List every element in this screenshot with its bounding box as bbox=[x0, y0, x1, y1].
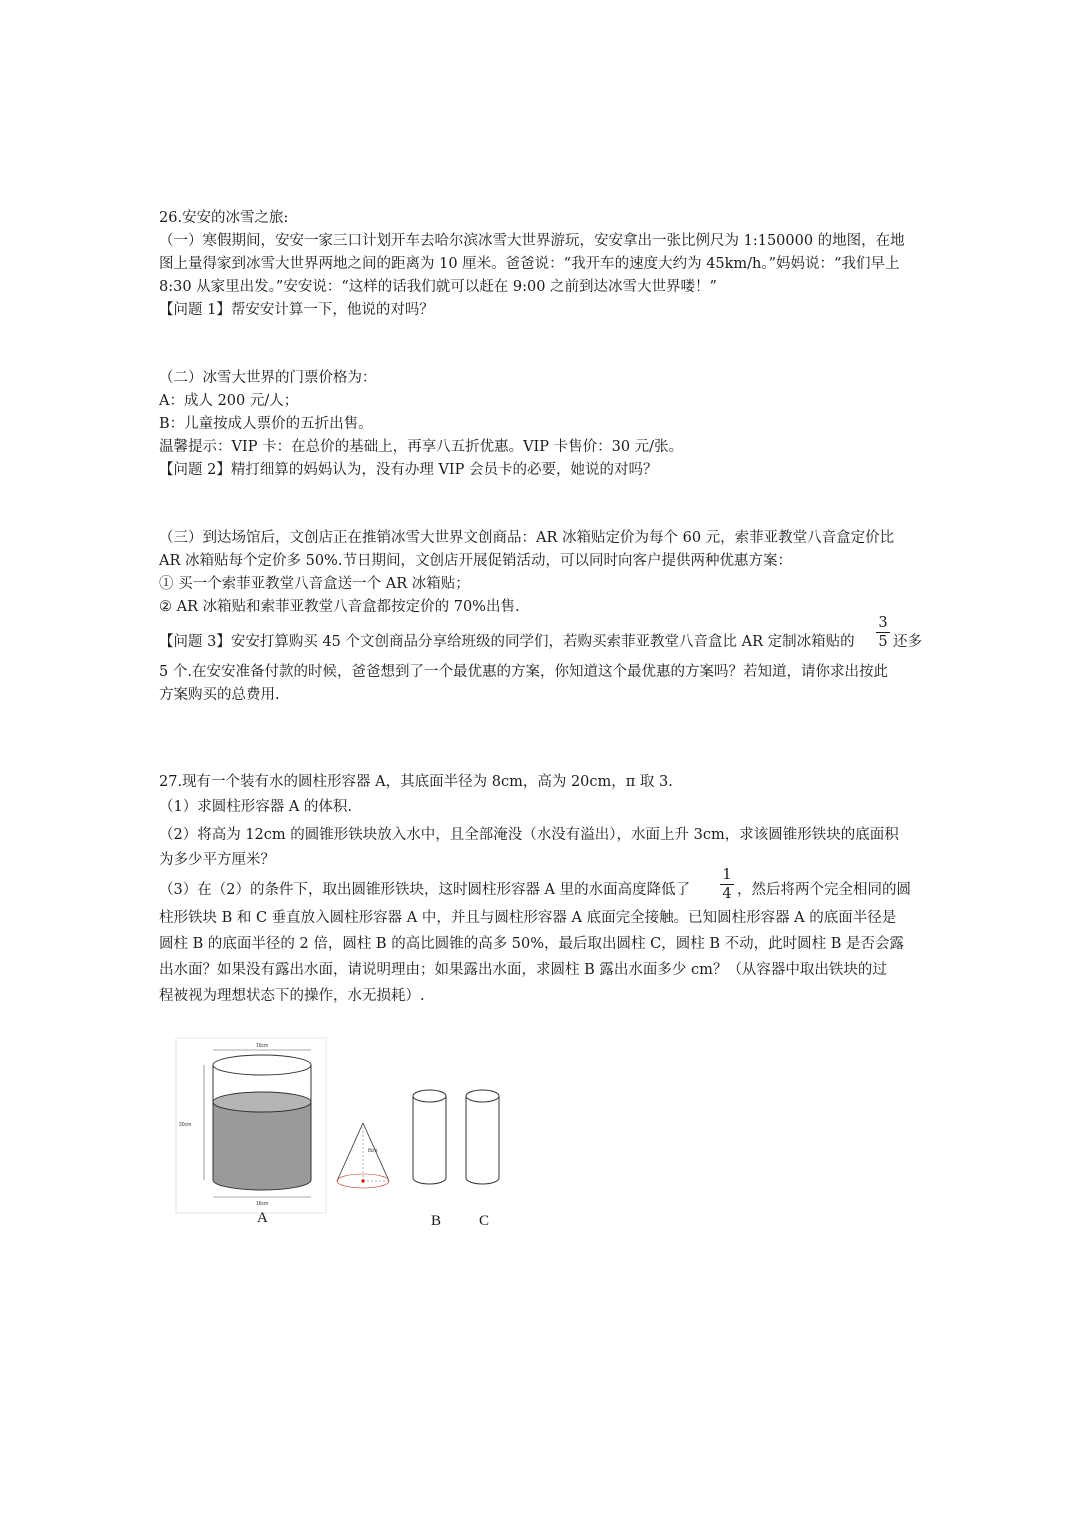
q26-part1-line3: 8:30 从家里出发。”安安说：“这样的话我们就可以赶在 9:00 之前到达冰雪大世界喽！” bbox=[159, 279, 717, 295]
q26-part3-line3: ① 买一个索菲亚教堂八音盒送一个 AR 冰箱贴； bbox=[159, 576, 470, 592]
q26-fraction-numerator: 3 bbox=[878, 615, 888, 631]
q26-part1-line2: 图上量得家到冰雪大世界两地之间的距离为 10 厘米。爸爸说：“我开车的速度大约为 45km/h。”妈妈说：“我们早上 bbox=[159, 256, 900, 272]
q26-part3-line2: AR 冰箱贴每个定价多 50%.节日期间，文创店开展促销活动，可以同时向客户提供两种优惠方案： bbox=[159, 553, 792, 569]
q26-fraction-denominator: 5 bbox=[878, 634, 888, 650]
q27-line4: 为多少平方厘米？ bbox=[159, 852, 275, 868]
label-a: A bbox=[257, 1210, 268, 1226]
q26-title: 26.安安的冰雪之旅: bbox=[159, 210, 289, 226]
q26-part2-line1: （二）冰雪大世界的门票价格为： bbox=[159, 370, 377, 386]
q27-line1: 27.现有一个装有水的圆柱形容器 A，其底面半径为 8cm，高为 20cm，π 取 3. bbox=[159, 774, 673, 790]
top-dimension-label: 16cm bbox=[256, 1043, 269, 1049]
q26-question2: 【问题 2】精打细算的妈妈认为，没有办理 VIP 会员卡的必要，她说的对吗？ bbox=[159, 462, 658, 478]
q26-question3-line2: 5 个.在安安准备付款的时候，爸爸想到了一个最优惠的方案，你知道这个最优惠的方案吗？若知道，请你求出按此 bbox=[159, 664, 888, 680]
water-surface bbox=[213, 1092, 311, 1112]
q26-fraction bbox=[876, 615, 890, 650]
label-b: B bbox=[431, 1213, 442, 1229]
q27-line9: 程被视为理想状态下的操作，水无损耗）. bbox=[159, 988, 425, 1004]
q26-question3-line1: 【问题 3】安安打算购买 45 个文创商品分享给班级的同学们，若购买索菲亚教堂八音盒比 AR 定制冰箱贴的 bbox=[159, 634, 855, 650]
q27-line8: 出水面？如果没有露出水面，请说明理由；如果露出水面，求圆柱 B 露出水面多少 cm？（从容器中取出铁块的过 bbox=[159, 962, 887, 978]
q27-fraction-denominator: 4 bbox=[722, 886, 732, 902]
cylinder-c bbox=[466, 1090, 499, 1184]
q26-question3-line1-end: 还多 bbox=[893, 634, 922, 650]
cone bbox=[337, 1123, 389, 1188]
cone-dimension-label: 8cm bbox=[368, 1148, 378, 1154]
label-c: C bbox=[479, 1213, 490, 1229]
q26-part2-line3: B：儿童按成人票价的五折出售。 bbox=[159, 416, 373, 432]
q27-line2: （1）求圆柱形容器 A 的体积. bbox=[159, 799, 353, 815]
q26-part2-line4: 温馨提示：VIP 卡：在总价的基础上，再享八五折优惠。VIP 卡售价：30 元/张。 bbox=[159, 439, 684, 455]
cylinder-b bbox=[413, 1090, 446, 1184]
q26-part3-line1: （三）到达场馆后，文创店正在推销冰雪大世界文创商品：AR 冰箱贴定价为每个 60 元，索菲亚教堂八音盒定价比 bbox=[159, 530, 895, 546]
q27-line6: 柱形铁块 B 和 C 垂直放入圆柱形容器 A 中，并且与圆柱形容器 A 底面完全接触。已知圆柱形容器 A 的底面半径是 bbox=[159, 910, 897, 926]
geometry-figure bbox=[170, 1030, 510, 1244]
fraction-bar bbox=[876, 632, 890, 633]
container-a bbox=[179, 1043, 311, 1207]
q27-line7: 圆柱 B 的底面半径的 2 倍，圆柱 B 的高比圆锥的高多 50%，最后取出圆柱 C，圆柱 B 不动，此时圆柱 B 是否会露 bbox=[159, 936, 904, 952]
q26-question1: 【问题 1】帮安安计算一下，他说的对吗？ bbox=[159, 302, 434, 318]
q27-fraction bbox=[720, 867, 734, 902]
cone-left-edge bbox=[337, 1123, 363, 1181]
fraction-bar bbox=[720, 884, 734, 885]
q27-fraction-numerator: 1 bbox=[722, 867, 732, 883]
q27-line3: （2）将高为 12cm 的圆锥形铁块放入水中，且全部淹没（水没有溢出），水面上升 3cm，求该圆锥形铁块的底面积 bbox=[159, 827, 899, 843]
q26-part2-line2: A：成人 200 元/人； bbox=[159, 393, 299, 409]
q26-question3-line3: 方案购买的总费用. bbox=[159, 687, 280, 703]
figure-drawing bbox=[170, 1030, 510, 1240]
q26-part3-line4: ② AR 冰箱贴和索菲亚教堂八音盒都按定价的 70%出售. bbox=[159, 599, 520, 615]
container-a-top-rim bbox=[213, 1055, 311, 1075]
water-body bbox=[213, 1102, 311, 1190]
side-dimension-label: 20cm bbox=[179, 1122, 192, 1128]
q27-line5: （3）在（2）的条件下，取出圆锥形铁块，这时圆柱形容器 A 里的水面高度降低了 bbox=[159, 882, 691, 898]
cone-center-dot bbox=[361, 1179, 364, 1182]
bottom-dimension-label: 16cm bbox=[256, 1201, 269, 1207]
q26-part1-line1: （一）寒假期间，安安一家三口计划开车去哈尔滨冰雪大世界游玩，安安拿出一张比例尺为 1:150000 的地图，在地 bbox=[159, 233, 905, 249]
q27-line5-end: ，然后将两个完全相同的圆 bbox=[737, 882, 911, 898]
